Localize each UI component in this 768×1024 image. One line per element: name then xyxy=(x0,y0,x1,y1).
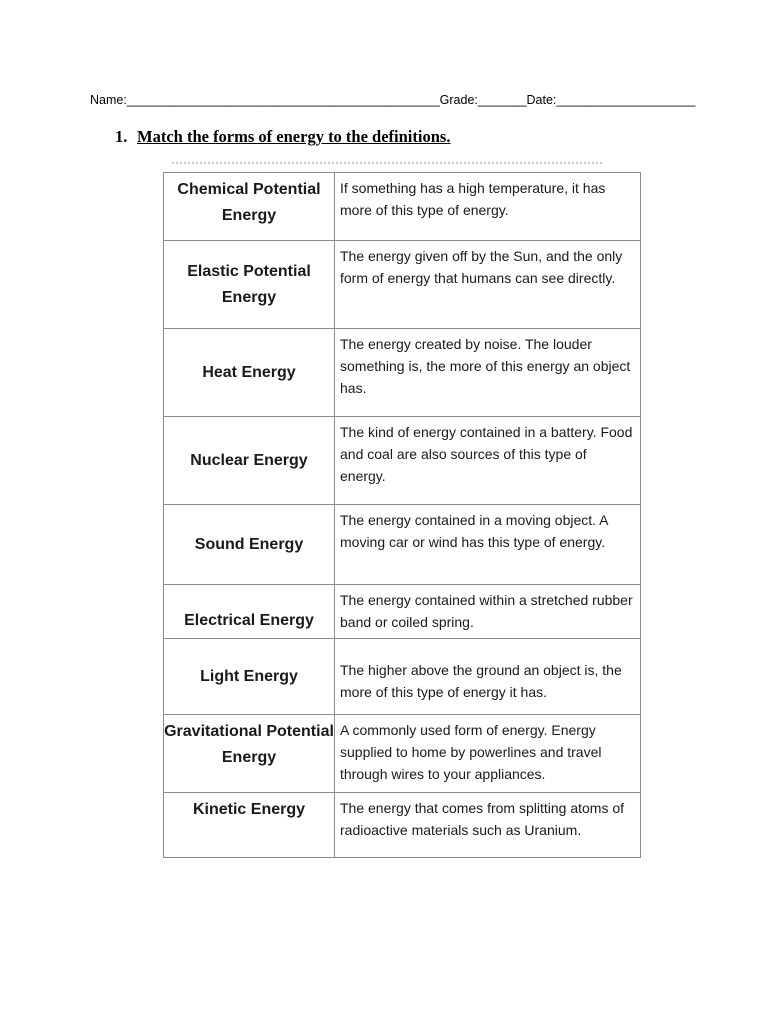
table-row xyxy=(164,715,641,793)
name-grade-date-line: Name:_____________________________________________Grade:_______Date:____________________ xyxy=(90,93,696,107)
table-row xyxy=(164,793,641,858)
term-cell: Kinetic Energy xyxy=(164,793,335,858)
term-cell: Gravitational Potential Energy xyxy=(164,715,335,793)
question-number: 1. xyxy=(115,127,128,146)
question-heading xyxy=(115,127,450,147)
table-row xyxy=(164,417,641,505)
definition-cell: The energy given off by the Sun, and the only form of energy that humans can see directly. xyxy=(335,241,641,329)
matching-table xyxy=(163,172,641,858)
table-row xyxy=(164,329,641,417)
table-row xyxy=(164,639,641,715)
definition-cell: A commonly used form of energy. Energy supplied to home by powerlines and travel through wires to your appliances. xyxy=(335,715,641,793)
term-cell: Electrical Energy xyxy=(164,585,335,639)
table-row xyxy=(164,505,641,585)
definition-cell: The energy created by noise. The louder something is, the more of this energy an object has. xyxy=(335,329,641,417)
question-text: Match the forms of energy to the definitions. xyxy=(137,127,451,146)
term-cell: Elastic Potential Energy xyxy=(164,241,335,329)
table-row xyxy=(164,173,641,241)
term-cell: Heat Energy xyxy=(164,329,335,417)
definition-cell: The energy contained within a stretched rubber band or coiled spring. xyxy=(335,585,641,639)
term-cell: Nuclear Energy xyxy=(164,417,335,505)
term-cell: Light Energy xyxy=(164,639,335,715)
definition-cell: The energy contained in a moving object. A moving car or wind has this type of energy. xyxy=(335,505,641,585)
table-row xyxy=(164,585,641,639)
definition-cell: The kind of energy contained in a battery. Food and coal are also sources of this type of energy. xyxy=(335,417,641,505)
term-cell: Sound Energy xyxy=(164,505,335,585)
term-cell: Chemical Potential Energy xyxy=(164,173,335,241)
definition-cell: If something has a high temperature, it has more of this type of energy. xyxy=(335,173,641,241)
faint-divider xyxy=(172,162,602,164)
definition-cell: The higher above the ground an object is, the more of this type of energy it has. xyxy=(335,639,641,715)
definition-cell: The energy that comes from splitting atoms of radioactive materials such as Uranium. xyxy=(335,793,641,858)
table-row xyxy=(164,241,641,329)
